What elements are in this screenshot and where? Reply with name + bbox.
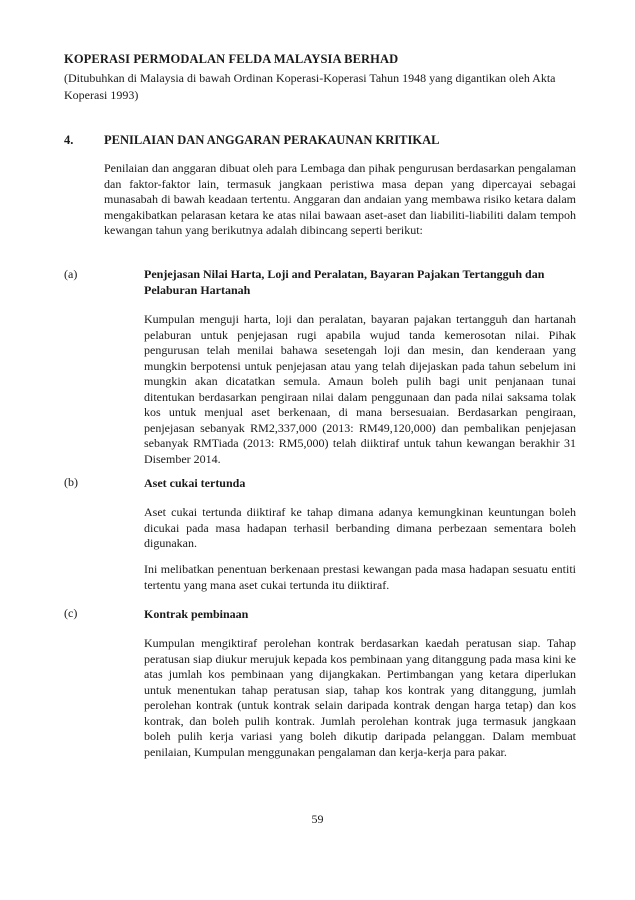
section-title: PENILAIAN DAN ANGGARAN PERAKAUNAN KRITIKAL — [104, 133, 440, 147]
item-b-title: Aset cukai tertunda — [144, 476, 246, 490]
item-b-paragraph-2: Ini melibatkan penentuan berkenaan prestasi kewangan pada masa hadapan sesuatu entiti tertentu yang mana aset cukai tertunda itu diiktiraf. — [144, 562, 576, 592]
company-subtitle: (Ditubuhkan di Malaysia di bawah Ordinan Koperasi-Koperasi Tahun 1948 yang digantikan oleh Akta Koperasi 1993) — [64, 71, 556, 102]
item-c-label: (c) — [64, 606, 78, 620]
item-c-paragraph: Kumpulan mengiktiraf perolehan kontrak berdasarkan kaedah peratusan siap. Tahap peratusan siap diukur merujuk kepada kos pembinaan yang ditanggung pada masa kini ke atas jumlah kos pembinaan yang dijangkakan. Pertimbangan yang ketara diperlukan untuk menentukan tahap peratusan siap, tahap kos kontrak yang ditanggung, jumlah perolehan kontrak (untuk kontrak selain daripada kontrak dengan harga tetap) dan kos kontrak, dan boleh pulih kontrak. Jumlah perolehan kontrak juga termasuk jangkaan boleh pulih kerja variasi yang boleh dikutip daripada pelanggan. Dalam membuat penilaian, Kumpulan menggunakan pengalaman dan kerja-kerja para pakar. — [144, 636, 576, 759]
item-c-title: Kontrak pembinaan — [144, 607, 249, 621]
item-b-paragraph-1: Aset cukai tertunda diiktiraf ke tahap dimana adanya kemungkinan keuntungan boleh dicukai pada masa hadapan terhasil berbanding dimana perbezaan sementara boleh digunakan. — [144, 505, 576, 550]
item-a-label: (a) — [64, 267, 78, 281]
page-number: 59 — [311, 812, 324, 826]
item-a-title: Penjejasan Nilai Harta, Loji and Peralatan, Bayaran Pajakan Tertangguh dan Pelaburan Hartanah — [144, 267, 545, 297]
company-name: KOPERASI PERMODALAN FELDA MALAYSIA BERHAD — [64, 52, 399, 66]
section-intro: Penilaian dan anggaran dibuat oleh para Lembaga dan pihak pengurusan berdasarkan pengalaman dan faktor-faktor lain, termasuk jangkaan peristiwa masa depan yang dipercayai sebagai munasabah di bawah keadaan tertentu. Anggaran dan andaian yang membawa risiko ketara dalam mengakibatkan pelarasan ketara ke atas nilai bawaan aset-aset dan liabiliti-liabiliti dalam tempoh kewangan tahun yang berikutnya adalah dibincang seperti berikut: — [104, 161, 576, 237]
item-b-label: (b) — [64, 475, 78, 489]
section-number: 4. — [64, 133, 74, 147]
item-a-paragraph: Kumpulan menguji harta, loji dan peralatan, bayaran pajakan tertangguh dan hartanah pelaburan untuk penjejasan rugi apabila wujud tanda kemerosotan nilai. Pihak pengurusan telah menilai bahawa sesetengah loji dan mesin, dan kenderaan yang mungkin berpotensi untuk penjejasan atau yang telah dijejaskan pada tahun sebelum ini mungkin akan dicatatkan semula. Amaun boleh pulih bagi unit penjanaan tunai ditentukan berdasarkan pengiraan nilai dalam penggunaan dan pada nilai saksama tolak kos untuk menjual aset berkenaan, di mana bersesuaian. Berdasarkan pengiraan, penjejasan sebanyak RM2,337,000 (2013: RM49,120,000) dan pembalikan penjejasan sebanyak RMTiada (2013: RM5,000) telah diiktiraf untuk tahun kewangan berakhir 31 Disember 2014. — [144, 312, 576, 466]
